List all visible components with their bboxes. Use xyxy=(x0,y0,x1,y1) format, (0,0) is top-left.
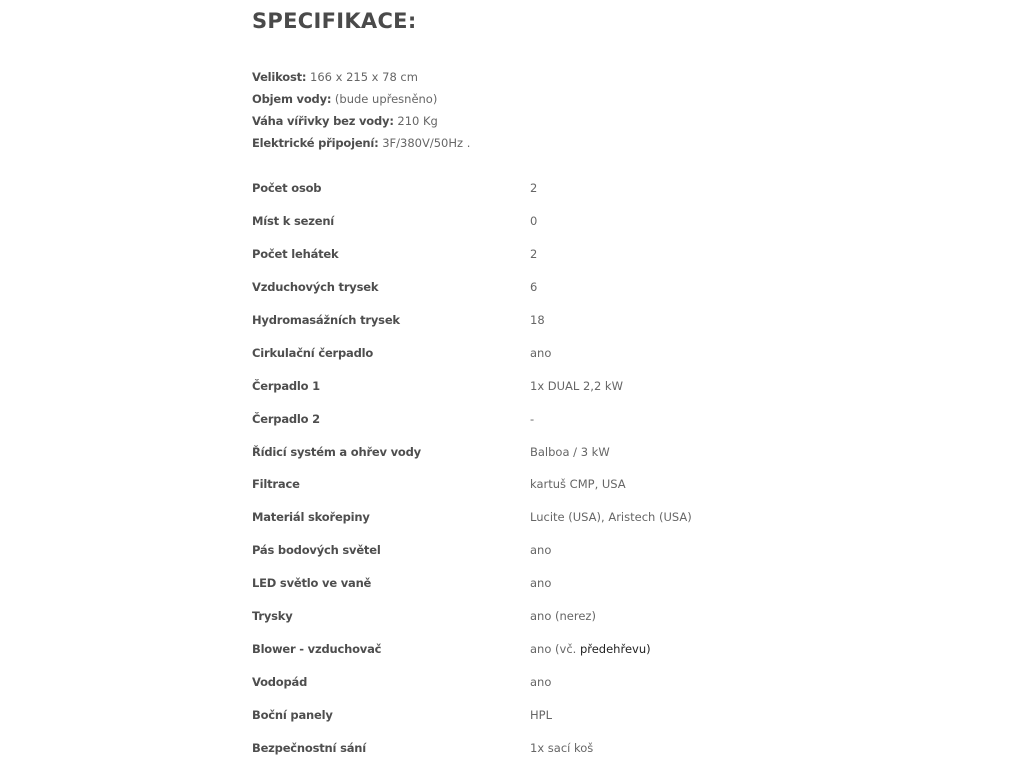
spec-value: 2 xyxy=(530,247,538,262)
summary-key: Velikost: xyxy=(252,70,307,84)
page-title: SPECIFIKACE: xyxy=(252,9,417,33)
spec-value: HPL xyxy=(530,707,552,722)
spec-value-emphasis: předehřevu) xyxy=(579,641,651,656)
summary-item-weight xyxy=(252,110,470,132)
spec-label: Vzduchových trysek xyxy=(252,280,379,295)
table-row xyxy=(252,665,692,698)
summary-value: 210 Kg xyxy=(393,114,438,128)
table-row xyxy=(252,369,692,402)
spec-label: Trysky xyxy=(252,609,293,624)
spec-label: Počet osob xyxy=(252,181,322,196)
spec-value: 6 xyxy=(530,280,538,295)
spec-label: Pás bodových světel xyxy=(252,543,381,558)
table-row xyxy=(252,435,692,468)
spec-label: Míst k sezení xyxy=(252,214,335,229)
table-row xyxy=(252,336,692,369)
spec-value: kartuš CMP, USA xyxy=(530,477,626,492)
table-row xyxy=(252,205,692,238)
spec-value: 18 xyxy=(530,313,545,327)
summary-item-electrical xyxy=(252,132,470,154)
spec-value: Lucite (USA), Aristech (USA) xyxy=(530,510,692,525)
summary-key: Elektrické připojení: xyxy=(252,136,379,150)
spec-value xyxy=(530,632,692,665)
table-row xyxy=(252,501,692,534)
spec-value-text: ano (vč. xyxy=(530,641,580,656)
spec-label: Cirkulační čerpadlo xyxy=(252,345,374,360)
table-row xyxy=(252,304,692,337)
table-row xyxy=(252,698,692,731)
summary-key: Objem vody: xyxy=(252,92,332,106)
spec-label: Počet lehátek xyxy=(252,247,339,262)
summary-value: 166 x 215 x 78 cm xyxy=(306,70,418,84)
spec-value: ano xyxy=(530,674,552,689)
table-row xyxy=(252,468,692,501)
spec-label: Čerpadlo 2 xyxy=(252,411,320,426)
spec-label: Bezpečnostní sání xyxy=(252,740,367,755)
spec-label: Materiál skořepiny xyxy=(252,510,370,525)
spec-value: ano xyxy=(530,576,552,591)
spec-label: LED světlo ve vaně xyxy=(252,576,372,591)
summary-value: (bude upřesněno) xyxy=(331,92,438,106)
spec-value: 2 xyxy=(530,181,538,196)
spec-label: Hydromasážních trysek xyxy=(252,313,400,327)
summary-item-size xyxy=(252,66,470,88)
spec-label: Boční panely xyxy=(252,707,333,722)
summary-list xyxy=(252,66,470,154)
spec-value: 1x DUAL 2,2 kW xyxy=(530,378,623,393)
spec-table xyxy=(252,172,692,764)
summary-value: 3F/380V/50Hz . xyxy=(378,136,471,150)
spec-value: 1x sací koš xyxy=(530,740,594,755)
table-row xyxy=(252,271,692,304)
spec-label: Řídicí systém a ohřev vody xyxy=(252,444,421,459)
spec-label: Vodopád xyxy=(252,674,308,689)
table-row xyxy=(252,534,692,567)
spec-value: ano (nerez) xyxy=(530,609,596,624)
summary-item-water-volume xyxy=(252,88,470,110)
table-row xyxy=(252,402,692,435)
spec-value: ano xyxy=(530,345,552,360)
spec-value: - xyxy=(530,411,535,426)
spec-value: 0 xyxy=(530,214,538,229)
table-row xyxy=(252,238,692,271)
spec-value: ano xyxy=(530,543,552,558)
table-row xyxy=(252,632,692,665)
spec-label: Filtrace xyxy=(252,477,300,492)
spec-label: Blower - vzduchovač xyxy=(252,641,382,656)
table-row xyxy=(252,172,692,205)
spec-value: Balboa / 3 kW xyxy=(530,444,610,459)
summary-key: Váha vířivky bez vody: xyxy=(252,114,394,128)
table-row xyxy=(252,600,692,633)
spec-label: Čerpadlo 1 xyxy=(252,378,320,393)
table-row xyxy=(252,567,692,600)
table-row xyxy=(252,731,692,764)
